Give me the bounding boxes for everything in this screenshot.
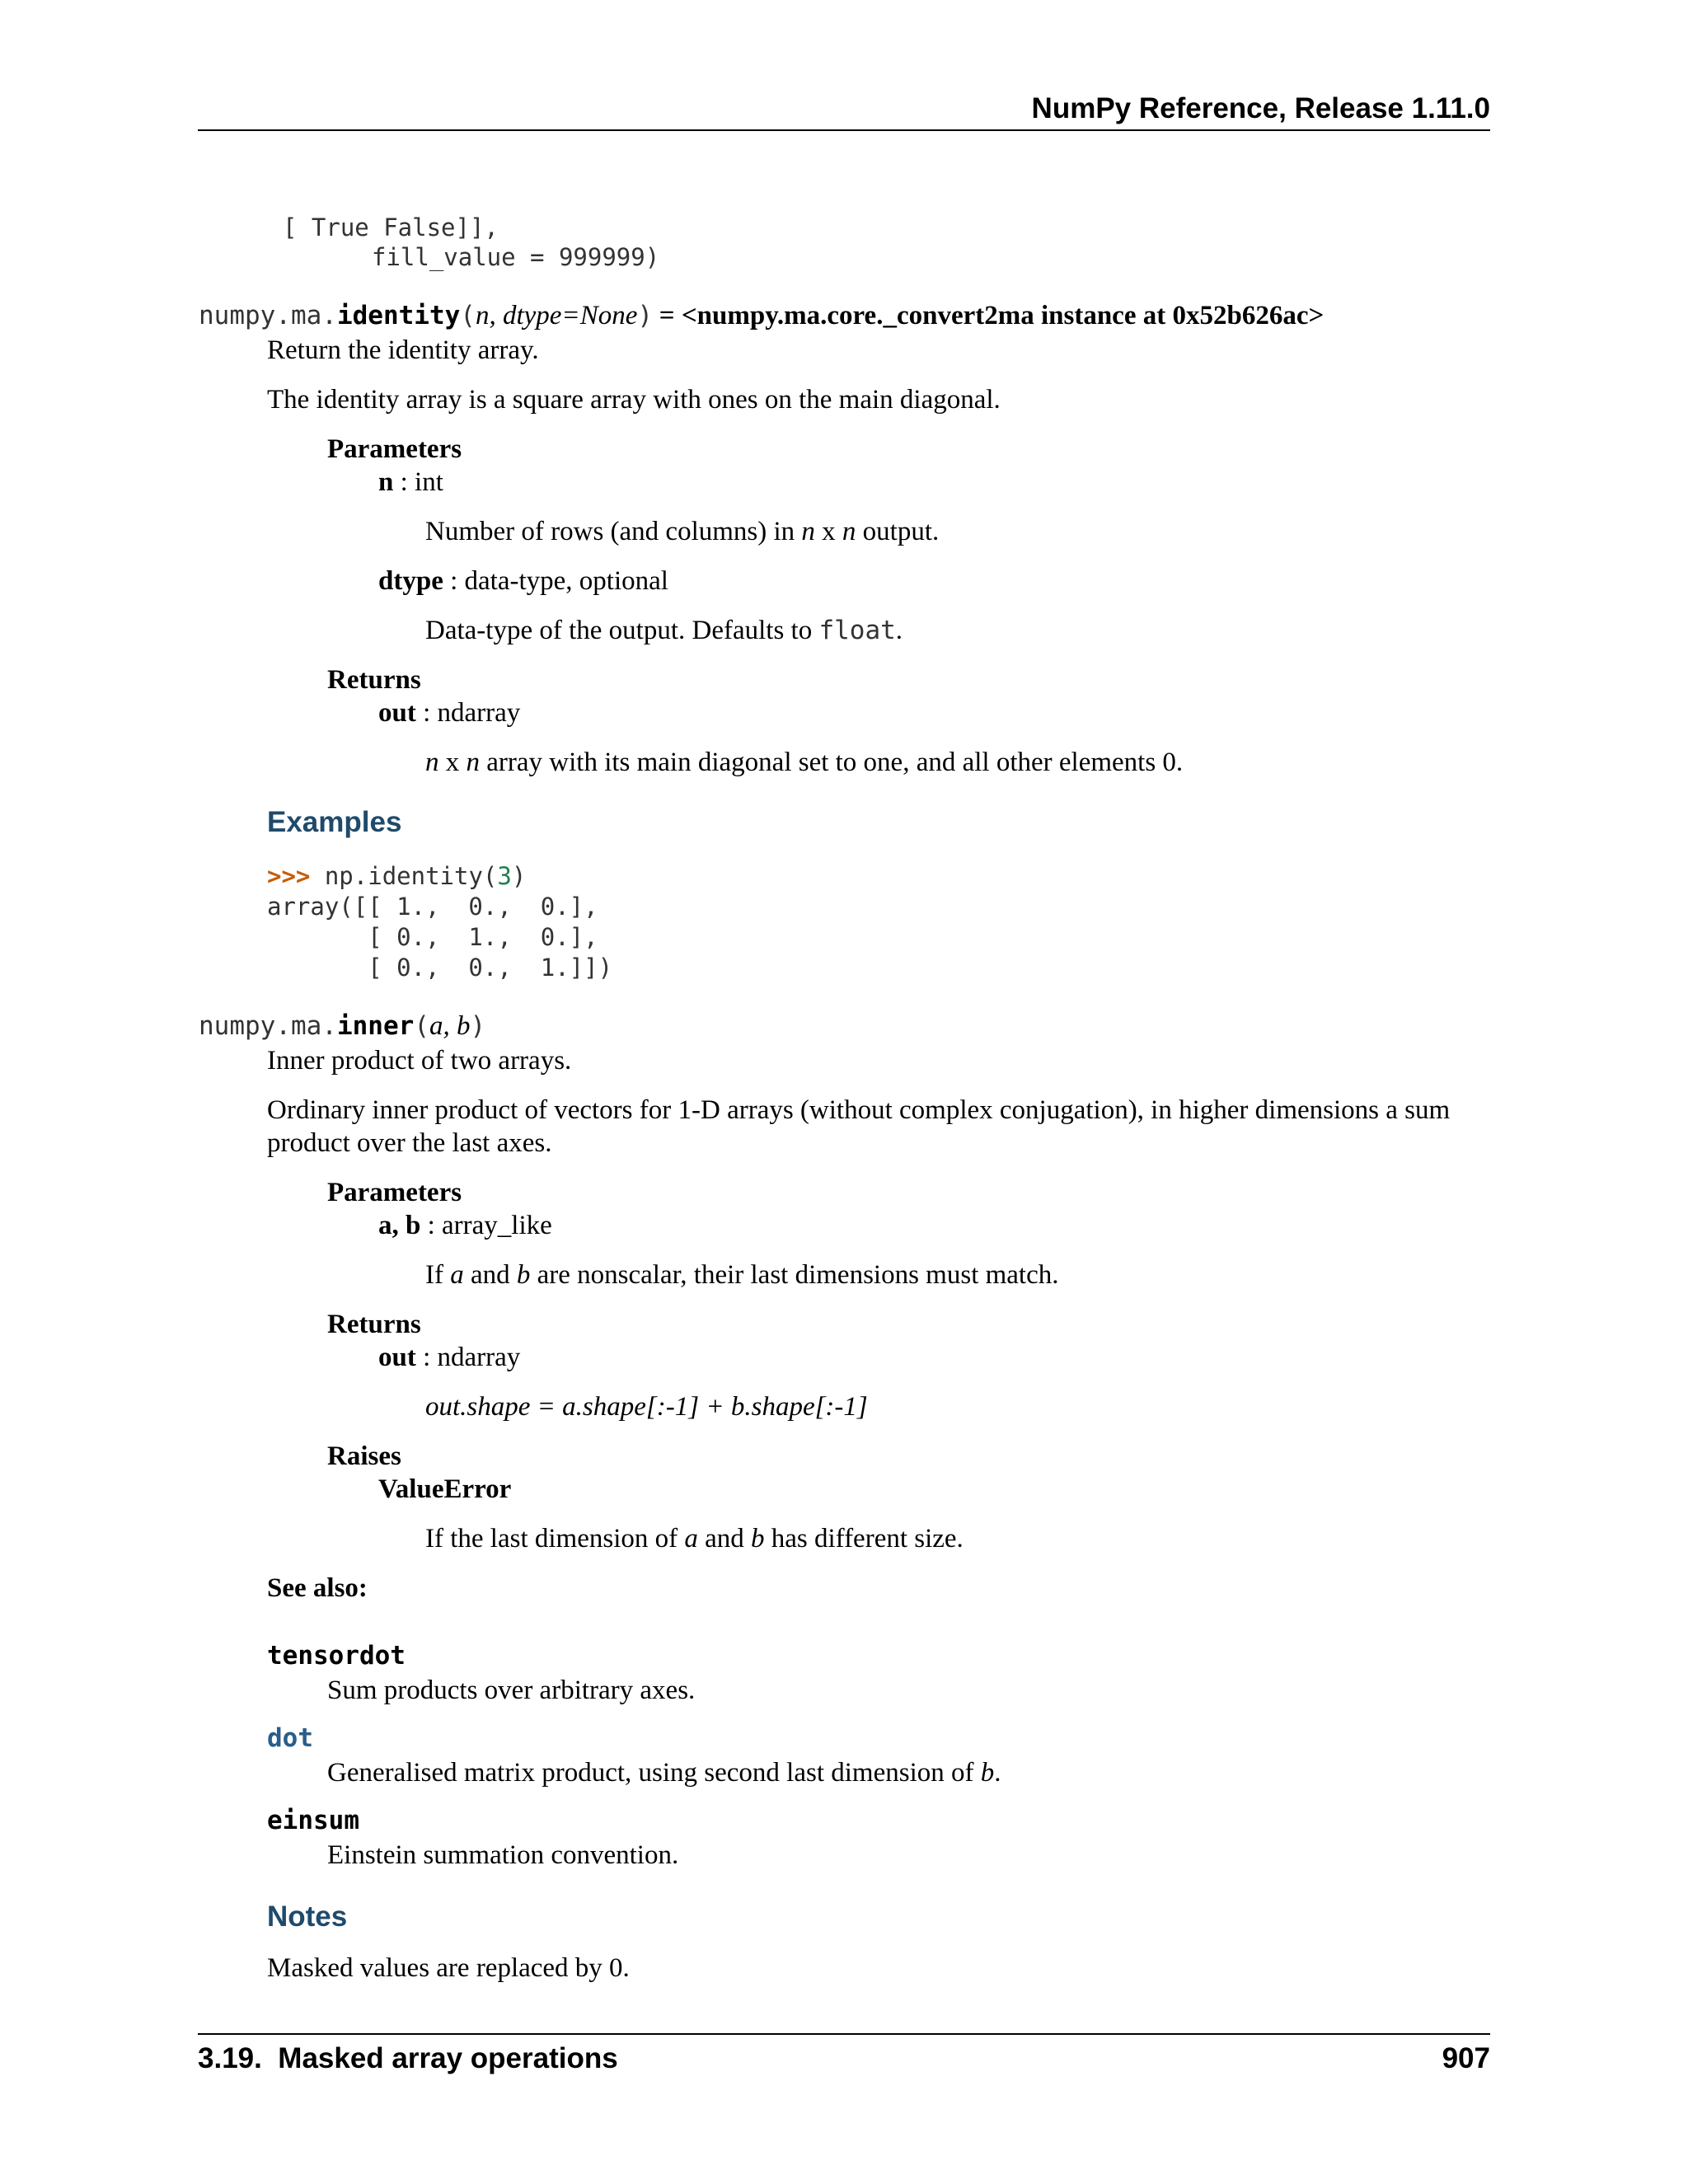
identity-return-out: out : ndarray: [378, 698, 521, 728]
inner-args: a, b: [429, 1011, 471, 1041]
inner-module-prefix: numpy.ma.: [199, 1011, 337, 1041]
code-continuation-line-1: [ True False]],: [283, 213, 499, 241]
identity-example-output-3: [ 0., 0., 1.]]): [267, 954, 613, 982]
inner-notes-heading: Notes: [267, 1900, 348, 1933]
inner-raises-label: Raises: [327, 1441, 401, 1471]
identity-function-name: identity: [336, 301, 461, 330]
identity-description: The identity array is a square array with ones on the main diagonal.: [267, 385, 1001, 415]
see-also-tensordot-link[interactable]: tensordot: [267, 1641, 406, 1671]
see-also-dot-desc: Generalised matrix product, using second last dimension of b.: [327, 1758, 1001, 1788]
inner-description-line-1: Ordinary inner product of vectors for 1-D arrays (without complex conjugation), in higher dimensions a sum: [267, 1095, 1451, 1125]
see-also-dot-link[interactable]: dot: [267, 1723, 313, 1753]
identity-returns-label: Returns: [327, 665, 421, 695]
code-continuation-line-2: fill_value = 999999): [372, 243, 660, 271]
identity-signature: numpy.ma.identity(n, dtype=None) = <numpy.ma.core._convert2ma instance at 0x52b626ac>: [199, 301, 1325, 330]
identity-summary: Return the identity array.: [267, 335, 539, 365]
identity-param-dtype: dtype : data-type, optional: [378, 566, 668, 596]
identity-example-input: >>> np.identity(3): [267, 862, 527, 890]
identity-value: = <numpy.ma.core._convert2ma instance at 0x52b626ac>: [659, 301, 1325, 330]
identity-example-output-2: [ 0., 1., 0.],: [267, 923, 598, 951]
inner-notes-text: Masked values are replaced by 0.: [267, 1953, 630, 1983]
inner-returns-label: Returns: [327, 1310, 421, 1339]
inner-parameters-label: Parameters: [327, 1178, 462, 1207]
see-also-einsum-link[interactable]: einsum: [267, 1806, 359, 1835]
see-also-tensordot-desc: Sum products over arbitrary axes.: [327, 1675, 696, 1705]
inner-param-ab: a, b : array_like: [378, 1211, 552, 1240]
inner-return-desc: out.shape = a.shape[:-1] + b.shape[:-1]: [425, 1392, 868, 1422]
inner-signature: numpy.ma.inner(a, b): [199, 1011, 486, 1041]
inner-raise-desc: If the last dimension of a and b has different size.: [425, 1524, 964, 1554]
inner-raise-valueerror: ValueError: [378, 1474, 512, 1504]
inner-function-name: inner: [336, 1011, 415, 1041]
identity-param-n: n : int: [378, 467, 443, 497]
identity-return-desc: n x n array with its main diagonal set to one, and all other elements 0.: [425, 748, 1184, 777]
identity-args: n, dtype=None: [475, 301, 638, 330]
inner-description-line-2: product over the last axes.: [267, 1128, 552, 1158]
inner-summary: Inner product of two arrays.: [267, 1046, 572, 1076]
see-also-einsum-desc: Einstein summation convention.: [327, 1840, 679, 1870]
identity-module-prefix: numpy.ma.: [199, 301, 337, 330]
see-also-label: See also:: [267, 1573, 368, 1603]
header-rule: [198, 129, 1490, 131]
running-header-title: NumPy Reference, Release 1.11.0: [1031, 92, 1490, 124]
identity-example-output-1: array([[ 1., 0., 0.],: [267, 893, 598, 921]
identity-param-dtype-desc: Data-type of the output. Defaults to float.: [425, 616, 903, 645]
footer-page-number: 907: [1442, 2042, 1490, 2074]
footer-rule: [198, 2033, 1490, 2035]
identity-param-n-desc: Number of rows (and columns) in n x n output.: [425, 517, 940, 546]
identity-parameters-label: Parameters: [327, 434, 462, 464]
inner-param-ab-desc: If a and b are nonscalar, their last dimensions must match.: [425, 1260, 1059, 1290]
identity-examples-heading: Examples: [267, 806, 402, 838]
footer-section-title: 3.19. Masked array operations: [198, 2042, 618, 2074]
inner-return-out: out : ndarray: [378, 1343, 521, 1372]
